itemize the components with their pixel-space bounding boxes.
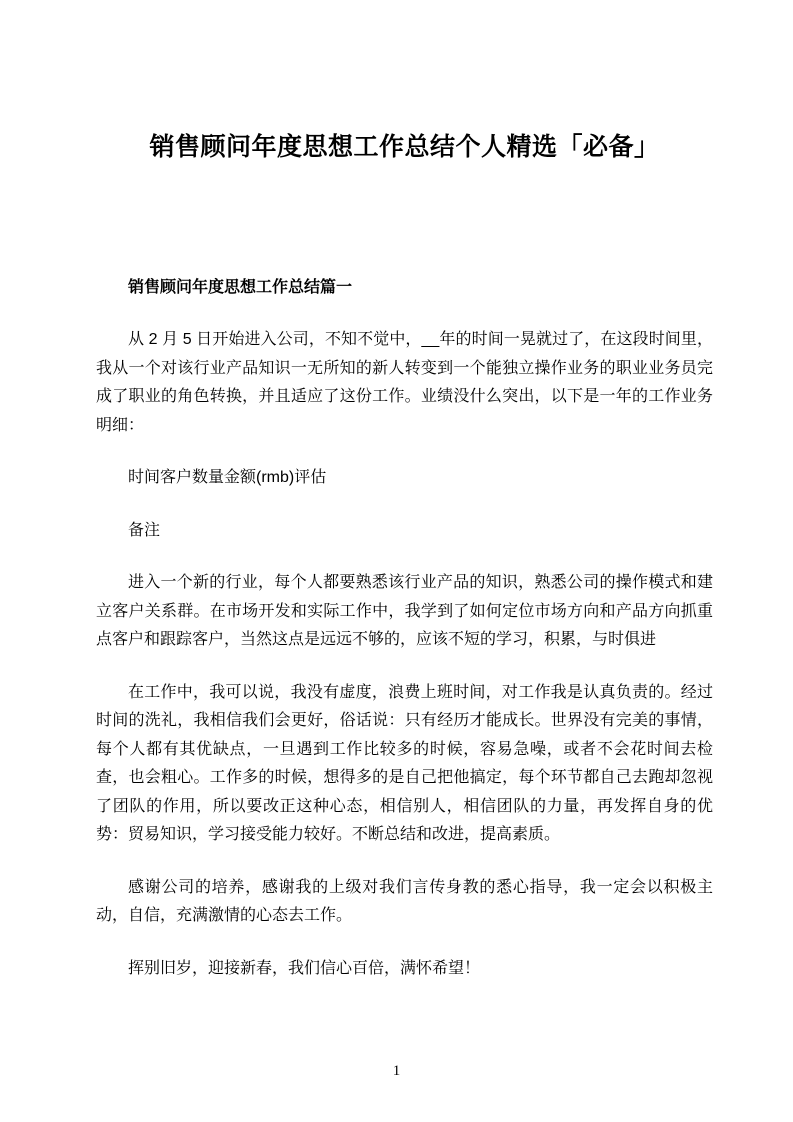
paragraph-thanks: 感谢公司的培养，感谢我的上级对我们言传身教的悉心指导，我一定会以积极主动，自信，充满激情的心态去工作。	[96, 878, 713, 924]
document-content	[96, 0, 713, 983]
page-number: 1	[392, 1063, 401, 1079]
paragraph-work-reflection: 在工作中，我可以说，我没有虚度，浪费上班时间，对工作我是认真负责的。经过时间的洗礼，我相信我们会更好，俗话说：只有经历才能成长。世界没有完美的事情，每个人都有其优缺点，一旦遇到工作比较多的时候，容易急噪，或者不会花时间去检查，也会粗心。工作多的时候，想得多的是自己把他搞定，每个环节都自己去跑却忽视了团队的作用，所以要改正这种心态，相信别人，相信团队的力量，再发挥自身的优势：贸易知识，学习接受能力较好。不断总结和改进，提高素质。	[96, 683, 713, 843]
paragraph-industry: 进入一个新的行业，每个人都要熟悉该行业产品的知识，熟悉公司的操作模式和建立客户关系群。在市场开发和实际工作中，我学到了如何定位市场方向和产品方向抓重点客户和跟踪客户，当然这点是远远不够的，应该不短的学习，积累，与时俱进	[96, 574, 713, 648]
paragraph-intro: 从 2 月 5 日开始进入公司，不知不觉中，__年的时间一晃就过了，在这段时间里，我从一个对该行业产品知识一无所知的新人转变到一个能独立操作业务的职业业务员完成了职业的角色转换，并且适应了这份工作。业绩没什么突出，以下是一年的工作业务明细：	[96, 331, 713, 434]
paragraph-table-header-line: 时间客户数量金额(rmb)评估	[128, 469, 327, 486]
section-heading: 销售顾问年度思想工作总结篇一	[128, 279, 353, 296]
paragraph-closing: 挥别旧岁，迎接新春，我们信心百倍，满怀希望！	[128, 959, 481, 977]
document-title: 销售顾问年度思想工作总结个人精选「必备」	[149, 133, 660, 161]
paragraph-remark-label: 备注	[128, 521, 161, 539]
